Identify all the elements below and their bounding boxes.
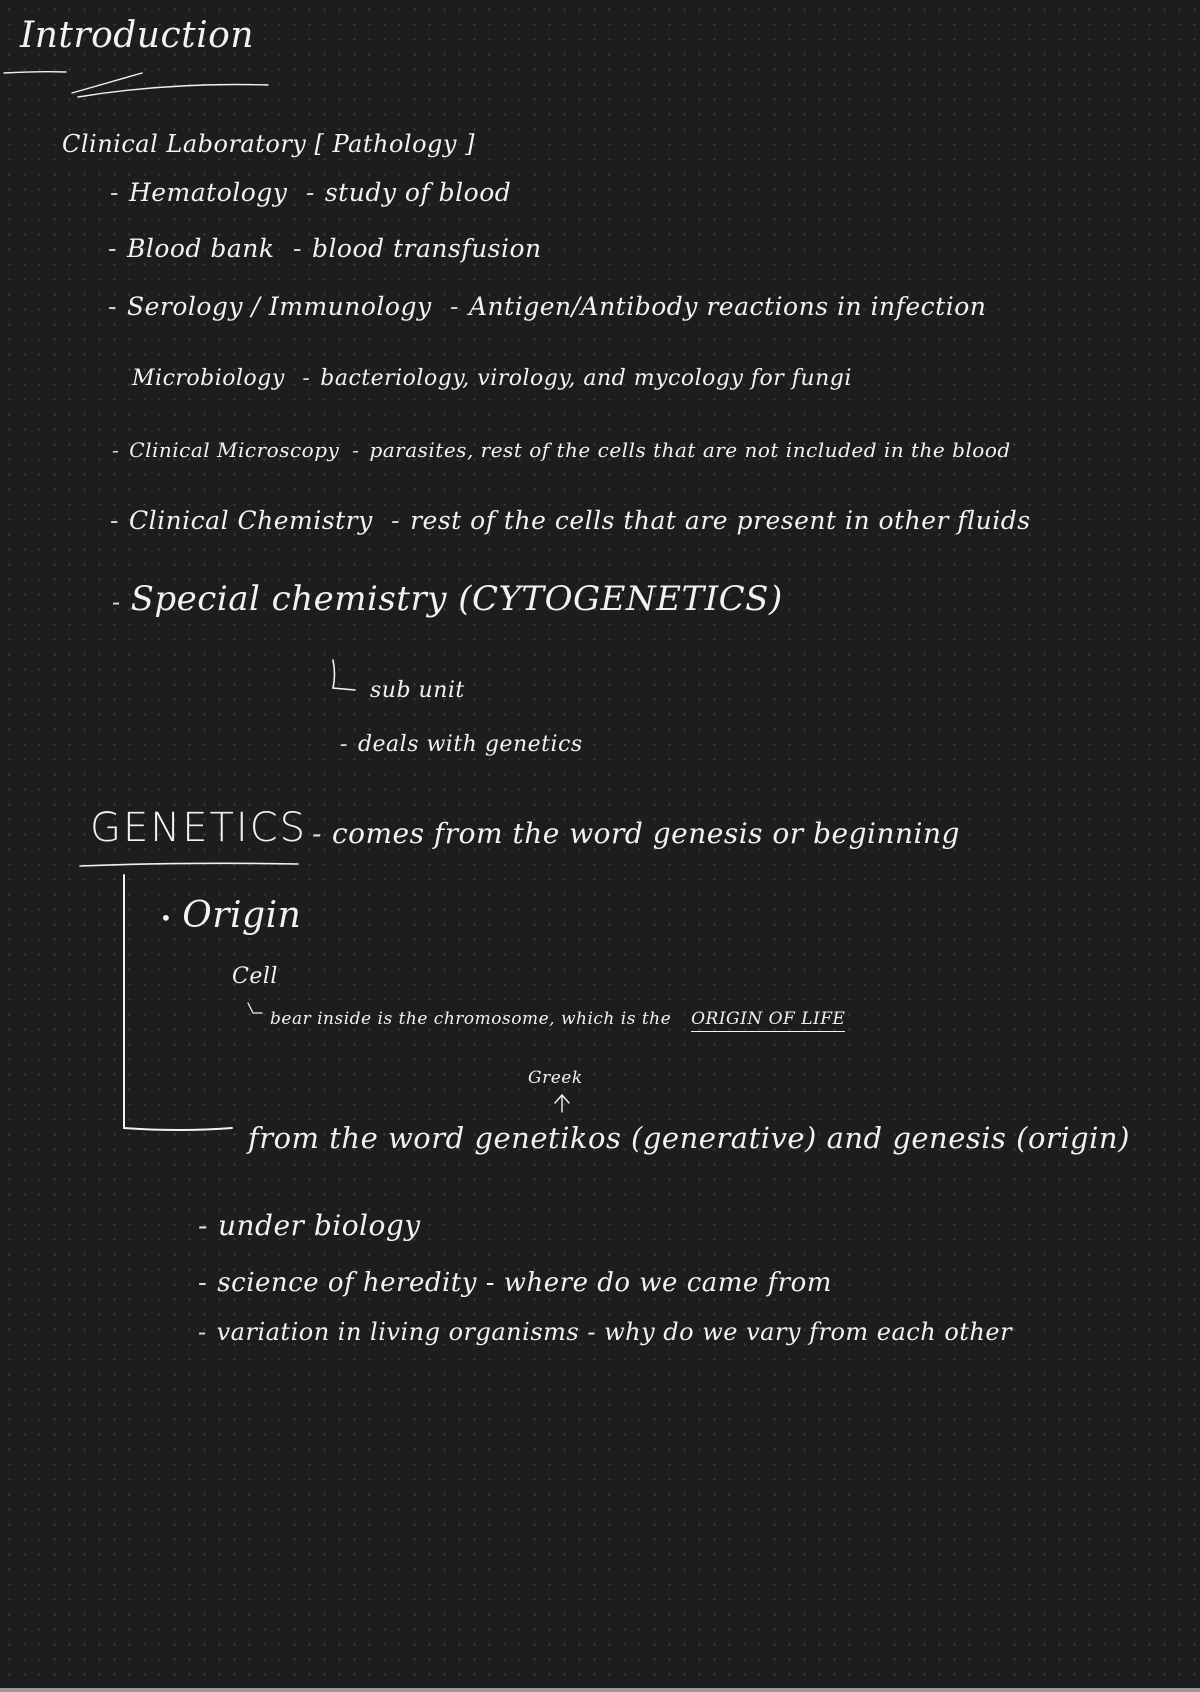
title-underline xyxy=(4,72,66,73)
item-term: Clinical Microscopy xyxy=(129,438,340,462)
item-term: Clinical Chemistry xyxy=(128,506,373,535)
bullet: • xyxy=(160,906,173,930)
list-item xyxy=(112,579,783,619)
cell-label: Cell xyxy=(232,964,278,989)
word-origin: from the word genetikos (generative) and genesis (origin) xyxy=(248,1121,1130,1155)
sub-item-text: deals with genetics xyxy=(357,732,583,757)
dash: - xyxy=(340,732,348,757)
dash: - xyxy=(198,1268,208,1298)
dash: - xyxy=(305,178,315,207)
list-item xyxy=(198,1209,421,1242)
list-item xyxy=(110,508,1031,533)
list-item xyxy=(108,236,542,261)
dash: - xyxy=(312,817,322,850)
dash: - xyxy=(108,234,117,263)
item-desc: blood transfusion xyxy=(311,234,542,263)
genetics-underline xyxy=(80,863,298,866)
dash: - xyxy=(110,178,119,207)
sub-item-subunit: sub unit xyxy=(370,678,465,703)
dash: - xyxy=(198,1318,207,1346)
item-desc: rest of the cells that are present in other fluids xyxy=(410,506,1031,535)
genetics-definition xyxy=(312,817,960,850)
origin-label xyxy=(160,895,302,936)
genetics-heading: GENETICS xyxy=(90,805,308,851)
origin-text: Origin xyxy=(182,895,302,936)
greek-label: Greek xyxy=(528,1068,583,1088)
clinical-lab-heading: Clinical Laboratory [ Pathology ] xyxy=(62,130,475,158)
point-text: variation in living organisms - why do we vary from each other xyxy=(216,1318,1013,1346)
page-bottom-edge xyxy=(0,1688,1200,1692)
sub-item-genetics xyxy=(340,734,583,756)
cell-note xyxy=(270,1011,845,1028)
cell-hook xyxy=(248,1003,262,1013)
item-term: Hematology xyxy=(128,178,288,207)
item-term: Blood bank xyxy=(126,234,275,263)
dash: - xyxy=(112,438,120,462)
page-title: Introduction xyxy=(20,15,254,56)
dash: - xyxy=(292,234,302,263)
item-desc: parasites, rest of the cells that are not included in the blood xyxy=(369,438,1011,462)
item-term: Microbiology xyxy=(132,366,285,391)
dash: - xyxy=(112,588,121,616)
dash: - xyxy=(302,366,311,391)
item-desc: Antigen/Antibody reactions in infection xyxy=(469,292,987,321)
item-desc: bacteriology, virology, and mycology for fungi xyxy=(320,366,852,391)
dash: - xyxy=(352,438,360,462)
list-item xyxy=(198,1270,832,1296)
list-item xyxy=(198,1320,1012,1344)
greek-arrow xyxy=(555,1095,569,1112)
origin-of-life-emphasis: ORIGIN OF LIFE xyxy=(691,1009,845,1032)
dash: - xyxy=(108,292,117,321)
dash: - xyxy=(110,506,119,535)
item-term: Special chemistry (CYTOGENETICS) xyxy=(130,579,783,619)
list-item xyxy=(112,440,1011,460)
dash: - xyxy=(391,506,401,535)
point-text: under biology xyxy=(217,1209,421,1242)
dash: - xyxy=(198,1209,208,1242)
list-item xyxy=(108,294,986,319)
dash: - xyxy=(450,292,459,321)
list-item xyxy=(132,368,852,390)
point-text: science of heredity - where do we came from xyxy=(217,1268,832,1298)
item-desc: study of blood xyxy=(324,178,512,207)
definition-text: comes from the word genesis or beginning xyxy=(331,817,960,850)
title-swash xyxy=(72,73,268,97)
item-term: Serology / Immunology xyxy=(126,292,432,321)
cell-note-text: bear inside is the chromosome, which is the xyxy=(270,1009,672,1029)
list-item xyxy=(110,180,511,205)
sub-connector xyxy=(333,660,355,690)
